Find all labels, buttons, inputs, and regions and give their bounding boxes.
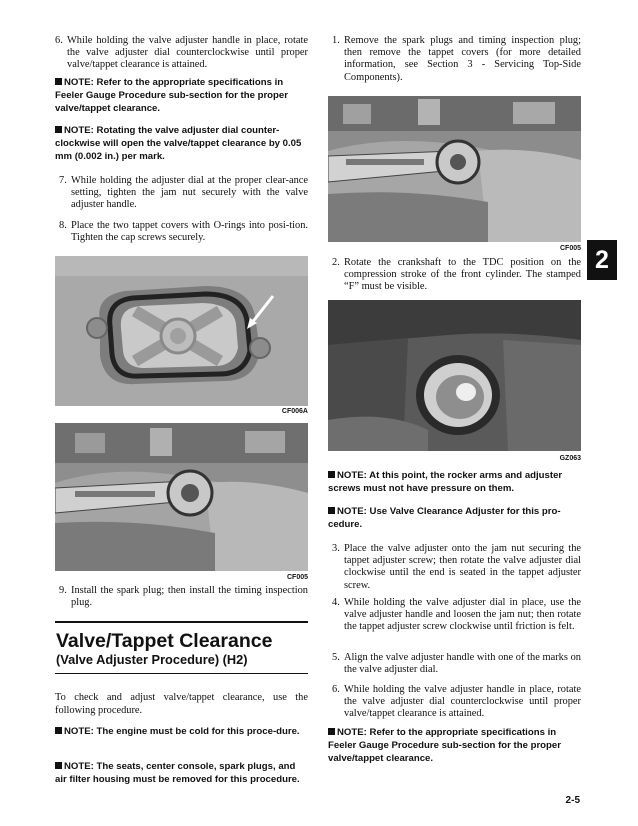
step-text: While holding the valve adjuster handle in place, rotate the valve adjuster dial counterclockwise until proper valve/tappet clearance is attained. [67,35,308,71]
step-number: 6. [332,684,340,695]
photo-timing-hole [328,300,581,451]
intro-paragraph: To check and adjust valve/tappet clearance, use the following procedure. [55,692,308,716]
wrench-engine-illustration [55,423,308,571]
right-note-use-adjuster [328,505,581,531]
section-rule-top [55,621,308,623]
section-rule-bottom [55,673,308,674]
right-step-3 [332,543,581,592]
note-text: NOTE: Refer to the appropriate specifications in Feeler Gauge Procedure sub-section for the proper valve/tappet clearance. [55,77,288,115]
photo-tappet-cover [55,256,308,406]
section-title: Valve/Tappet Clearance [56,630,273,652]
step-text: Install the spark plug; then install the timing inspection plug. [71,585,308,609]
note-text: NOTE: The seats, center console, spark plugs, and air filter housing must be removed for this procedure. [55,761,300,786]
photo-caption: CF006A [281,408,308,415]
note-bullet-icon [328,471,335,478]
note-bullet-icon [55,762,62,769]
page-number: 2-5 [565,795,580,806]
note-bullet-icon [55,727,62,734]
right-step-2 [332,257,581,294]
left-note-rotating-dial [55,124,308,164]
right-step-5 [332,652,581,676]
step-number: 3. [332,543,340,554]
left-note-engine-cold [55,725,308,738]
photo-wrench-engine-right [328,96,581,242]
step-number: 8. [59,220,67,231]
right-note-feeler-gauge [328,726,581,766]
note-bullet-icon [55,126,62,133]
step-number: 9. [59,585,67,596]
step-number: 5. [332,652,340,663]
step-text: Remove the spark plugs and timing inspection plug; then remove the tappet covers (for more detailed information, see Section 3 - Servicing Top-Side Components). [344,35,581,83]
wrench-engine-illustration [328,96,581,242]
right-note-rocker-arms [328,469,581,495]
note-text: NOTE: At this point, the rocker arms and adjuster screws must not have pressure on them. [328,470,563,495]
step-text: While holding the valve adjuster handle in place, rotate the valve adjuster dial counterclockwise until proper valve/tappet clearance is attained. [344,684,581,720]
left-step-8 [59,220,308,244]
step-text: Rotate the crankshaft to the TDC position on the compression stroke of the front cylinder. The stamped “F” must be visible. [344,257,581,293]
note-bullet-icon [328,507,335,514]
note-bullet-icon [55,78,62,85]
photo-caption: CF005 [559,245,581,252]
step-text: Place the valve adjuster onto the jam nut securing the tappet adjuster screw; then rotate the valve adjuster dial clockwise until the end is seated in the tappet adjuster screw. [344,543,581,591]
note-text: NOTE: The engine must be cold for this proce-dure. [64,726,300,737]
note-text: NOTE: Refer to the appropriate specifications in Feeler Gauge Procedure sub-section for the proper valve/tappet clearance. [328,727,561,765]
left-note-feeler-gauge [55,76,308,116]
step-text: While holding the valve adjuster dial in place, use the valve adjuster handle and loosen the jam nut; then rotate the tappet adjuster screw clockwise until friction is felt. [344,597,581,633]
step-number: 2. [332,257,340,268]
left-step-6 [55,35,308,72]
right-step-4 [332,597,581,634]
photo-caption: GZ063 [559,455,581,462]
note-text: NOTE: Rotating the valve adjuster dial counter-clockwise will open the valve/tappet clearance by 0.05 mm (0.002 in.) per mark. [55,125,302,163]
section-subtitle: (Valve Adjuster Procedure) (H2) [56,652,248,667]
step-number: 1. [332,35,340,46]
note-bullet-icon [328,728,335,735]
step-text: Align the valve adjuster handle with one of the marks on the valve adjuster dial. [344,652,581,676]
step-number: 7. [59,175,67,186]
left-step-9 [59,585,308,609]
step-number: 6. [55,35,63,46]
left-note-removal [55,760,308,786]
photo-wrench-engine [55,423,308,571]
right-step-1 [332,35,581,84]
note-text: NOTE: Use Valve Clearance Adjuster for this pro-cedure. [328,506,561,531]
step-text: While holding the adjuster dial at the proper clear-ance setting, tighten the jam nut securely with the valve adjuster handle. [71,175,308,211]
photo-caption: CF005 [286,574,308,581]
left-step-7 [59,175,308,212]
tappet-cover-illustration [55,256,308,406]
step-number: 4. [332,597,340,608]
timing-hole-illustration [328,300,581,451]
right-step-6 [332,684,581,721]
step-text: Place the two tappet covers with O-rings into posi-tion. Tighten the cap screws securely. [71,220,308,244]
section-tab: 2 [587,240,617,280]
